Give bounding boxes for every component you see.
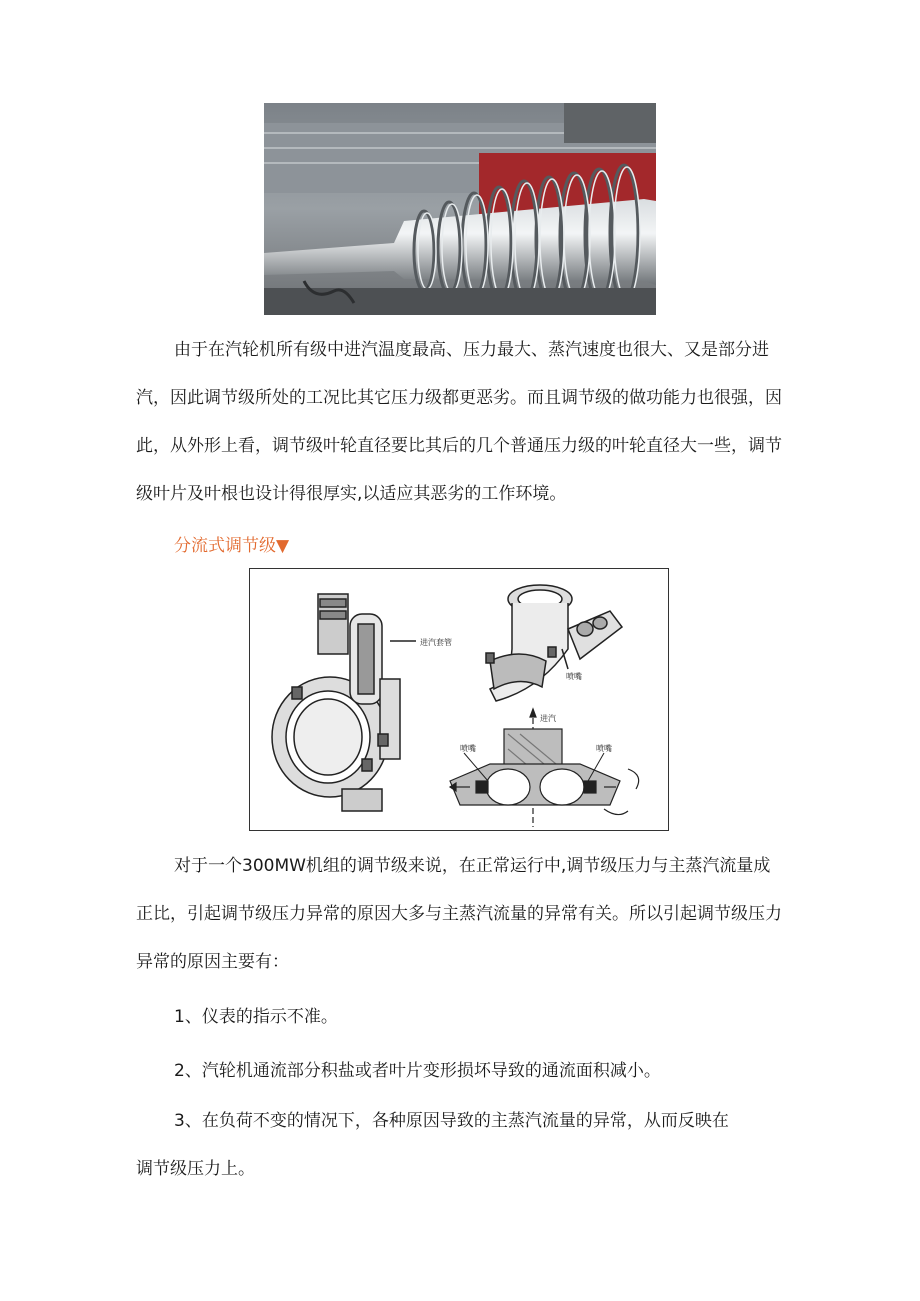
label-nozzle-right: 喷嘴 xyxy=(596,744,612,753)
label-nozzle-left: 喷嘴 xyxy=(460,744,476,753)
section-heading: 分流式调节级▼ xyxy=(174,536,290,556)
section-view-drawing xyxy=(450,709,639,827)
label-nozzle-top: 喷嘴 xyxy=(566,672,582,681)
nozzle-segment-drawing xyxy=(486,585,622,701)
split-flow-stage-diagram xyxy=(249,568,669,831)
turbine-rotor-photo xyxy=(264,103,656,315)
nozzle-chamber-drawing xyxy=(272,594,416,811)
list-item-3: 3、在负荷不变的情况下，各种原因导致的主蒸汽流量的异常，从而反映在 xyxy=(174,1111,729,1131)
list-item-2: 2、汽轮机通流部分积盐或者叶片变形损坏导致的通流面积减小。 xyxy=(174,1061,661,1081)
label-inlet-pipe: 进汽套管 xyxy=(420,638,452,647)
paragraph-pressure: 对于一个300MW机组的调节级来说，在正常运行中,调节级压力与主蒸汽流量成正比，引起调节级压力异常的原因大多与主蒸汽流量的异常有关。所以引起调节级压力异常的原因主要有： xyxy=(136,856,782,972)
label-steam-in: 进汽 xyxy=(540,714,556,723)
list-item-1: 1、仪表的指示不准。 xyxy=(174,1007,338,1027)
paragraph-intro: 由于在汽轮机所有级中进汽温度最高、压力最大、蒸汽速度也很大、又是部分进汽，因此调节级所处的工况比其它压力级都更恶劣。而且调节级的做功能力也很强，因此，从外形上看，调节级叶轮直径要比其后的几个普通压力级的叶轮直径大一些，调节级叶片及叶根也设计得很厚实,以适应其恶劣的工作环境。 xyxy=(136,340,782,504)
list-item-3-continuation: 调节级压力上。 xyxy=(136,1159,255,1179)
